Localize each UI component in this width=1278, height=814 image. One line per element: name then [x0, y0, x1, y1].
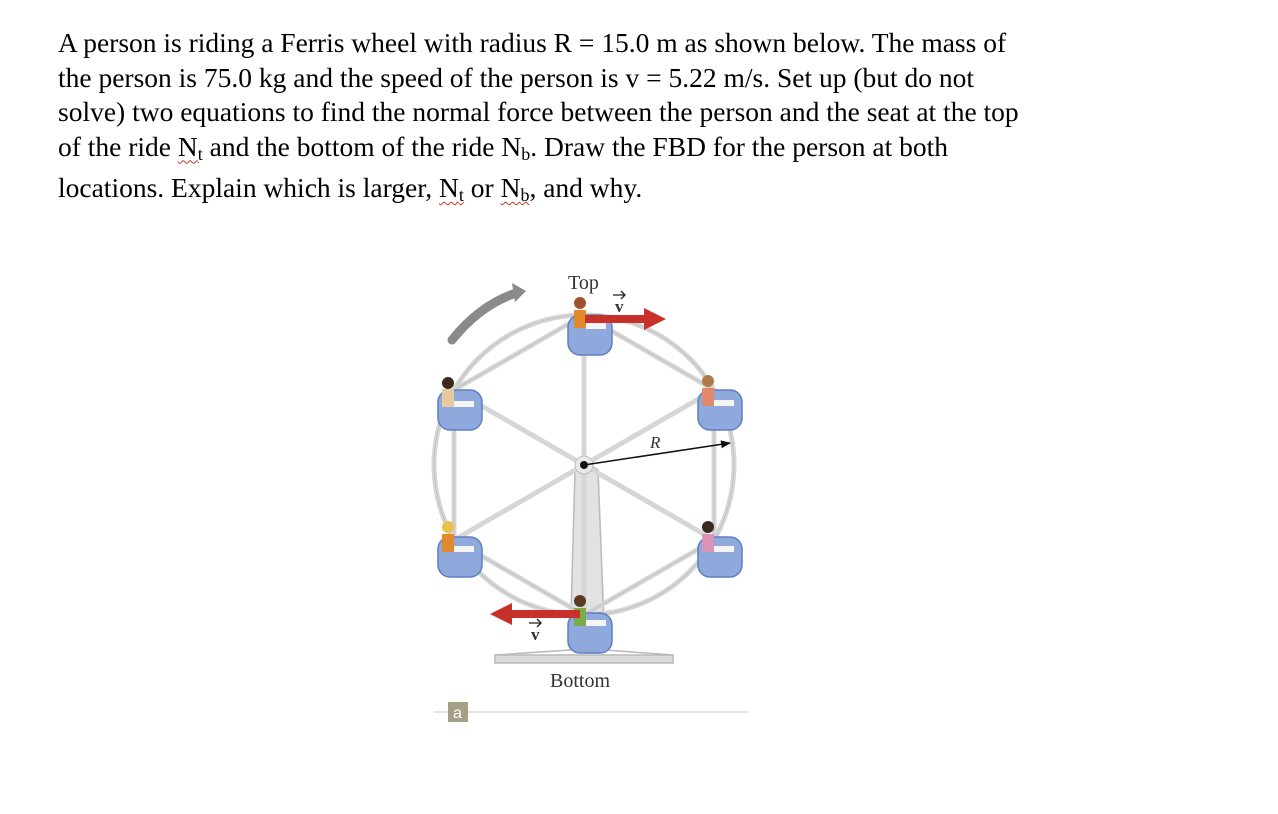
- problem-line-2: the person is 75.0 kg and the speed of the person is v = 5.22 m/s. Set up (but do not: [58, 61, 975, 93]
- text-segment: and the bottom of the ride N: [202, 130, 522, 162]
- radius-label: R: [650, 433, 661, 452]
- ferris-wheel-figure: [420, 255, 760, 735]
- text-segment: . Draw the FBD for the person at both: [530, 130, 949, 162]
- text-segment: or: [463, 172, 501, 203]
- rider-head: [702, 521, 714, 533]
- rider-head: [574, 297, 586, 309]
- bottom-label: Bottom: [550, 670, 611, 692]
- rider-head: [442, 521, 454, 533]
- velocity-label-top: [613, 291, 625, 316]
- problem-line-5: [58, 171, 1208, 213]
- ground-base: [495, 655, 673, 663]
- rider-head: [702, 375, 714, 387]
- seat-top: [568, 297, 612, 355]
- symbol-letter: N: [177, 130, 198, 162]
- velocity-label-bottom: [529, 619, 541, 644]
- normal-force-top-symbol: [178, 131, 203, 162]
- text-segment: locations. Explain which is larger,: [58, 172, 440, 203]
- rider-head: [574, 595, 586, 607]
- problem-line-4: [58, 130, 1208, 172]
- symbol-subscript: t: [197, 143, 203, 164]
- rider-body: [442, 534, 454, 552]
- symbol-subscript: t: [458, 185, 464, 205]
- ferris-wheel-diagram: [420, 255, 760, 735]
- problem-line-1: A person is riding a Ferris wheel with radius R = 15.0 m as shown below. The mass of: [58, 27, 1007, 58]
- problem-line-3: solve) two equations to find the normal force between the person and the seat at the top: [58, 96, 1019, 127]
- symbol-subscript: b: [521, 143, 531, 164]
- symbol-letter: N: [500, 172, 521, 203]
- seat-upper-right: [698, 375, 742, 430]
- text-segment: of the ride: [58, 130, 178, 162]
- top-label: Top: [568, 272, 599, 294]
- rider-body: [574, 310, 586, 328]
- rider-body: [702, 388, 714, 406]
- panel-label: a: [453, 705, 462, 722]
- velocity-symbol: v: [615, 297, 624, 316]
- text-segment: , and why.: [529, 172, 643, 203]
- symbol-letter: N: [439, 172, 459, 203]
- problem-statement: [58, 26, 1208, 213]
- rider-body: [702, 534, 714, 552]
- rider-head: [442, 377, 454, 389]
- rider-body: [442, 389, 454, 407]
- normal-force-top-symbol: [439, 172, 464, 203]
- velocity-symbol: v: [531, 625, 540, 644]
- symbol-subscript: b: [520, 185, 530, 205]
- normal-force-bottom-symbol: [501, 172, 530, 203]
